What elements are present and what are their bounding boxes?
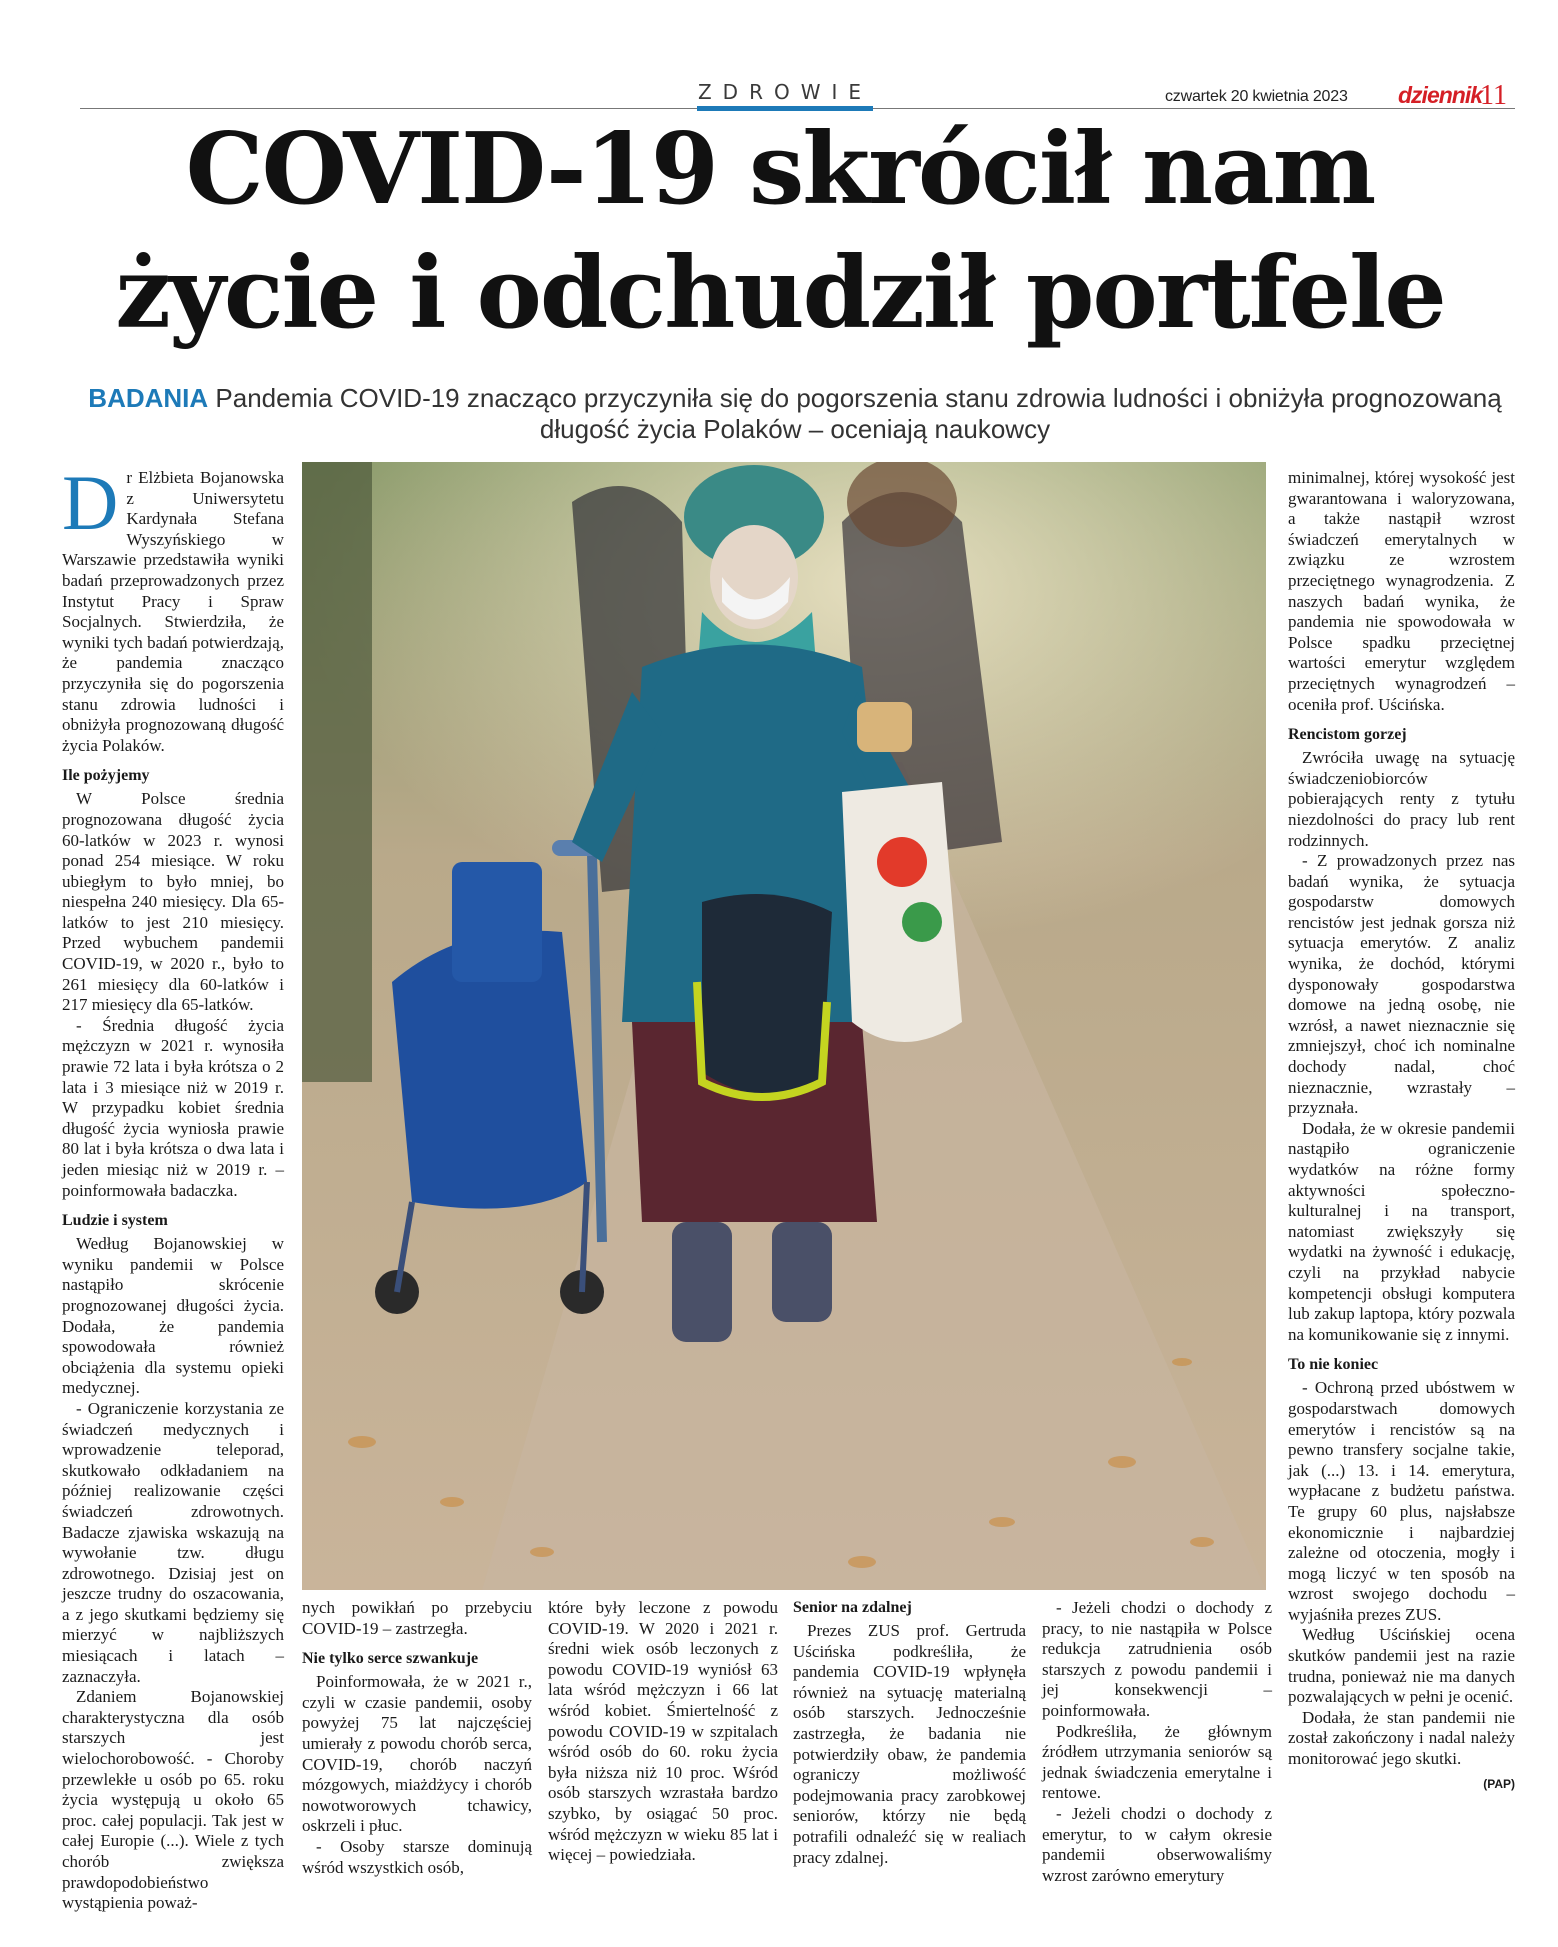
photo-illustration [302, 462, 1266, 1590]
article-photo [302, 462, 1266, 1590]
body-paragraph: minimalnej, której wysokość jest gwarantowana i waloryzowana, a także nastąpił wzrost świadczeń emerytalnych w związku ze wzrostem przeciętnego wynagrodzenia. Z naszych badań wynika, że pandemia nie spowodowała w Polsce spadku przeciętnej wartości emerytur względem przeciętnych wynagrodzeń – oceniła prof. Uścińska. [1288, 468, 1515, 714]
body-paragraph: - Średnia długość życia mężczyzn w 2021 r. wynosiła prawie 72 lata i była krótsza o 2 lata i 3 miesiące niż w 2019 r. W przypadku kobiet średnia długość życia wyniosła prawie 80 lat i była krótsza o dwa lata i jeden miesiąc niż w 2019 r. – poinformowała badaczka. [62, 1015, 284, 1200]
body-paragraph: Zwróciła uwagę na sytuację świadczeniobiorców pobierających renty z tytułu niezdolności do pracy lub rent rodzinnych. [1288, 748, 1515, 850]
section-label: ZDROWIE [697, 80, 873, 104]
intro-paragraph [62, 459, 284, 756]
intro-text: r Elżbieta Bojanowska z Uniwersytetu Kardynała Stefana Wyszyńskiego w Warszawie przedstawiła wyniki badań przeprowadzonych przez Instytut Pracy i Spraw Socjalnych. Stwierdziła, że wyniki tych badań potwierdzają, że pandemia znacząco przyczyniła się do pogorszenia stanu zdrowia ludności i obniżyła prognozowaną długość życia Polaków. [62, 468, 284, 755]
body-paragraph: - Ograniczenie korzystania ze świadczeń medycznych i wprowadzenie teleporad, skutkowało odkładaniem na później realizowanie części świadczeń zdrowotnych. Badacze zjawiska wskazują na wywołanie tzw. długu zdrowotnego. Dzisiaj jest on jeszcze trudny do oszacowania, a z jego skutkami będziemy się mierzyć w najbliższych miesiącach i latach – zaznaczyła. [62, 1398, 284, 1686]
headline [60, 108, 1500, 356]
lead-kicker: BADANIA [88, 383, 209, 413]
article-column-3 [548, 1598, 778, 1866]
body-paragraph: - Jeżeli chodzi o dochody z pracy, to nie nastąpiła w Polsce redukcja zatrudnienia osób starszych z powodu pandemii i jej konsekwencji – poinformowała. [1042, 1598, 1272, 1720]
subhead-rencistom-gorzej: Rencistom gorzej [1288, 726, 1407, 744]
article-column-4 [793, 1598, 1026, 1868]
article-column-6 [1288, 468, 1515, 1794]
body-paragraph: - Ochroną przed ubóstwem w gospodarstwach domowych emerytów i rencistów są na pewno transfery socjalne takie, jak (...) 13. i 14. emerytura, wypłacane z budżetu państwa. Te grupy 60 plus, najsłabsze ekonomicznie i najbardziej zależne od otoczenia, mogły i mogą liczyć w ten sposób na wzrost swojego dochodu – wyjaśniła prezes ZUS. [1288, 1378, 1515, 1624]
body-paragraph: Dodała, że stan pandemii nie został zakończony i nadal należy monitorować jego skutki. [1288, 1707, 1515, 1769]
article-column-2 [302, 1598, 532, 1878]
body-paragraph: Według Bojanowskiej w wyniku pandemii w Polsce nastąpiło skrócenie prognozowanej długości życia. Dodała, że pandemia spowodowała również obciążenia dla systemu opieki medycznej. [62, 1234, 284, 1398]
body-paragraph: Podkreśliła, że głównym źródłem utrzymania seniorów są jednak świadczenia emerytalne i rentowe. [1042, 1721, 1272, 1803]
headline-line-1: COVID-19 skrócił nam [185, 112, 1375, 227]
drop-cap: D [62, 459, 119, 546]
headline-line-2: życie i odchudził portfele [115, 236, 1445, 351]
lead-text: Pandemia COVID-19 znacząco przyczyniła się do pogorszenia stanu zdrowia ludności i obniżyła prognozowaną długość życia Polaków – oceniają naukowcy [215, 383, 1502, 444]
article-column-1 [62, 459, 284, 1914]
body-paragraph: W Polsce średnia prognozowana długość życia 60-latków w 2023 r. wynosi ponad 254 miesiące. W roku ubiegłym to było mniej, bo niespełna 240 miesięcy. Dla 65-latków to jest 210 miesięcy. Przed wybuchem pandemii COVID-19, w 2020 r., było to 261 miesięcy dla 60-latków i 217 miesięcy dla 65-latków. [62, 789, 284, 1015]
body-paragraph: nych powikłań po przebyciu COVID-19 – zastrzegła. [302, 1598, 532, 1638]
body-paragraph: - Osoby starsze dominują wśród wszystkich osób, [302, 1836, 532, 1877]
body-paragraph: Zdaniem Bojanowskiej charakterystyczna dla osób starszych jest wielochorobowość. - Choroby przewlekłe u osób po 65. roku życia występują u około 65 proc. całej populacji. Tak jest w całej Europie (...). Wiele z tych chorób zwiększa prawdopodobieństwo wystąpienia poważ- [62, 1687, 284, 1913]
body-paragraph: Dodała, że w okresie pandemii nastąpiło ograniczenie wydatków na różne formy aktywności społeczno-kulturalnej i na transport, natomiast zwiększyły się wydatki na żywność i edukację, czyli na przykład nabycie kompetencji obsługi komputera lub zakup laptopa, który pozwala na komunikowanie się z innymi. [1288, 1118, 1515, 1344]
lead-paragraph [80, 383, 1510, 445]
subhead-to-nie-koniec: To nie koniec [1288, 1356, 1379, 1374]
subhead-senior-na-zdalnej: Senior na zdalnej [793, 1599, 912, 1616]
body-paragraph: Poinformowała, że w 2021 r., czyli w czasie pandemii, osoby powyżej 75 lat najczęściej umierały z powodu chorób serca, COVID-19, chorób naczyń mózgowych, miażdżycy i chorób nowotworowych tchawicy, oskrzeli i płuc. [302, 1672, 532, 1836]
brand-logo: dziennik [1398, 82, 1483, 108]
issue-date: czwartek 20 kwietnia 2023 [1165, 88, 1348, 105]
body-paragraph: - Jeżeli chodzi o dochody z emerytur, to w całym okresie pandemii obserwowaliśmy wzrost zarówno emerytury [1042, 1803, 1272, 1885]
body-paragraph: które były leczone z powodu COVID-19. W 2020 i 2021 r. średni wiek osób leczonych z powodu COVID-19 wyniósł 63 lata wśród mężczyzn i 66 lat wśród kobiet. Śmiertelność z powodu COVID-19 w szpitalach wśród osób do 60. roku życia była niższa niż 10 proc. Wśród osób starszych wzrastała bardzo szybko, by osiągać 50 proc. wśród mężczyzn w wieku 85 lat i więcej – powiedziała. [548, 1598, 778, 1865]
subhead-ludzie-i-system: Ludzie i system [62, 1212, 168, 1230]
subhead-nie-tylko-serce: Nie tylko serce szwankuje [302, 1650, 479, 1668]
article-column-5 [1042, 1598, 1272, 1886]
body-paragraph: - Z prowadzonych przez nas badań wynika, że sytuacja gospodarstw domowych rencistów jest jednak gorsza niż sytuacja emerytów. Z analiz wynika, że dochód, którymi dysponowały gospodarstwa domowe na jedną osobę, nie wzrósł, a nawet nieznacznie się zmniejszył, choć ich nominalne dochody nadal, choć nieznacznie, wzrastały – przyznała. [1288, 851, 1515, 1118]
body-paragraph: Prezes ZUS prof. Gertruda Uścińska podkreśliła, że pandemia COVID-19 wpłynęła również na sytuację materialną osób starszych. Jednocześnie zastrzegła, że badania nie potwierdziły obaw, że pandemia ograniczy możliwość podejmowania pracy zarobkowej seniorów, którzy nie będą potrafili odnaleźć się w realiach pracy zdalnej. [793, 1621, 1026, 1867]
subhead-ile-pozyjemy: Ile pożyjemy [62, 767, 150, 785]
source-credit: (PAP) [1483, 1776, 1515, 1791]
page-number: 11 [1480, 80, 1507, 111]
body-paragraph: Według Uścińskiej ocena skutków pandemii jest na razie trudna, ponieważ nie ma danych pozwalających w pełni je ocenić. [1288, 1625, 1515, 1707]
